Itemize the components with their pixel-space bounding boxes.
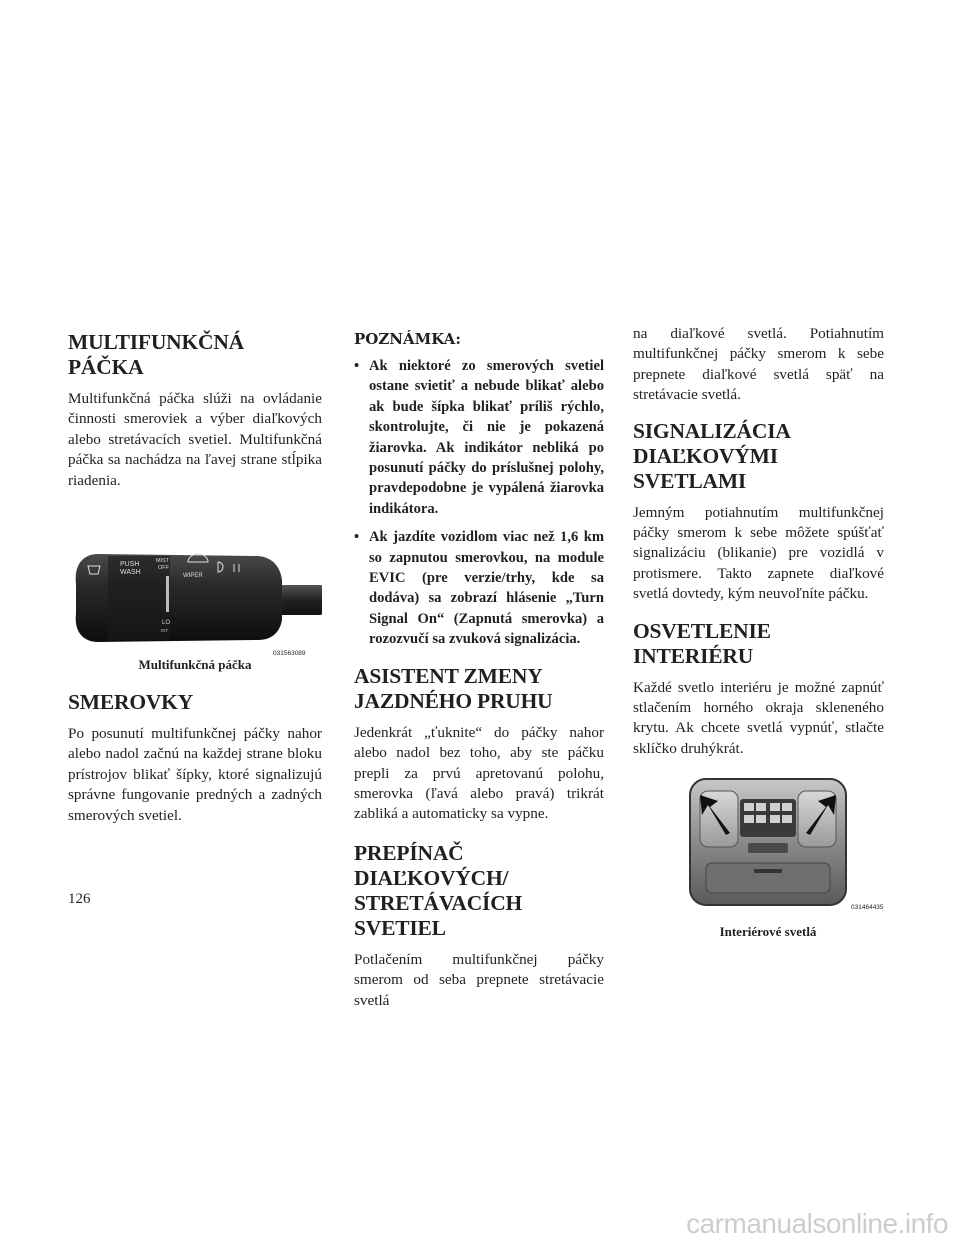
watermark[interactable]: carmanualsonline.info [686,1208,948,1239]
heading-beam-selector: PREPÍNAČ DIAĽKOVÝCH/ STRETÁVACÍCH SVETIEL [354,840,523,940]
lever-label-push: PUSH [120,561,140,569]
note-title: POZNÁMKA: [354,330,461,348]
lever-label-wiper: WIPER [183,573,203,580]
lever-label-lo: LO [162,620,171,627]
beam-selector-text-continued: na diaľkové svetlá. Potiahnutím multifunkčnej páčky smerom k sebe prepnete diaľkové svetlá späť na stretávacie svetlá. [633,325,884,404]
multifunction-lever-image [68,536,322,648]
lever-rod [278,585,322,615]
figure-code-lever: 031563089 [273,650,306,658]
lever-label-mist: MIST [156,558,170,565]
heading-flash-to-pass: SIGNALIZÁCIA DIAĽKOVÝMI SVETLAMI [633,418,790,493]
flash-to-pass-text: Jemným potiahnutím multifunkčnej páčky smerom k sebe môžete spúšťať signalizáciu (blikanie) pre vozidlá v protismere. Takto zapnete diaľkové svetlá dovtedy, kým neuvoľníte páčku. [633,503,884,603]
note-item: • Ak jazdíte vozidlom viac než 1,6 km so zapnutou smerovkou, na module EVIC (pre verzie/trhy, kde sa dodáva) sa zobrazí hlásenie „Turn Signal On“ (Zapnutá smerovka) a rozozvučí sa zvuková signalizácia. [354,527,604,649]
column-left [68,330,322,826]
figure-code-interior: 031464435 [851,904,884,912]
sunglass-bin [706,863,830,893]
beam-selector-text: Potlačením multifunkčnej páčky smerom od seba prepnete stretávacie svetlá [354,950,604,1009]
mist-slot [166,576,169,612]
button [782,803,792,811]
lever-label-int: INT [161,628,169,634]
heading-interior-lights: OSVETLENIE INTERIÉRU [633,618,771,668]
multifunction-lever-text: Multifunkčná páčka slúži na ovládanie činnosti smeroviek a výber diaľkových alebo stretávacích svetiel. Multifunkčná páčka sa nachádza na ľavej strane stĺpika riadenia. [68,390,322,489]
lever-label-wash: WASH [120,569,141,577]
button [744,803,754,811]
note-item: • Ak niektoré zo smerových svetiel ostane svietiť a nebude blikať alebo ak bude šípka blikať príliš rýchlo, skontrolujte, či nie je pokazená žiarovka. Ak indikátor nebliká po posunutí páčky do príslušnej polohy, pravdepodobne je vypálená žiarovka indikátora. [354,356,604,519]
bin-handle [754,869,782,873]
button-row [748,843,788,853]
interior-lights-text: Každé svetlo interiéru je možné zapnúť stlačením horného okraja skleneného krytu. Ak chcete svetlá vypnúť, stlačte sklíčko druhýkrát. [633,678,884,757]
lever-label-off: OFF [158,565,169,572]
figure-interior-lights [633,777,884,940]
button [770,803,780,811]
column-right [633,324,884,940]
button [770,815,780,823]
heading-turn-signals: SMEROVKY [68,690,194,715]
column-middle [354,330,604,1011]
button [744,815,754,823]
lever-body [76,554,282,642]
page-number: 126 [68,891,91,907]
figure-caption-interior: Interiérové svetlá [719,924,817,940]
button [782,815,792,823]
note-list [354,356,604,650]
turn-signals-text: Po posunutí multifunkčnej páčky nahor alebo nadol začnú na každej strane bloku prístrojov blikať šípky, ktoré signalizujú správne fungovanie predných a zadných smerových svetiel. [68,725,322,824]
figure-caption-lever: Multifunkčná páčka [138,657,252,673]
figure-multifunction-lever [68,536,322,676]
interior-lights-image [688,777,848,907]
heading-lane-change-assist: ASISTENT ZMENY JAZDNÉHO PRUHU [354,663,553,713]
button [756,815,766,823]
button [756,803,766,811]
lane-change-text: Jedenkrát „ťuknite“ do páčky nahor alebo nadol bez toho, aby ste páčku prepli za prvú apretovanú polohu, smerovka (ľavá alebo pravá) trikrát zabliká a automaticky sa vypne. [354,723,604,823]
heading-multifunction-lever: MULTIFUNKČNÁ PÁČKA [68,330,244,379]
